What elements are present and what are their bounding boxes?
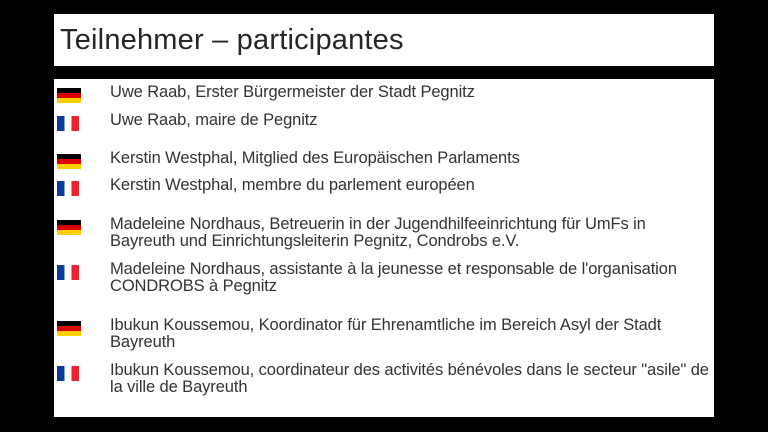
fr-flag-icon xyxy=(57,265,79,280)
participant-text: Madeleine Nordhaus, Betreuerin in der Jugendhilfeeinrichtung für UmFs in Bayreuth und Einrichtungsleiterin Pegnitz, Condrobs e.V. xyxy=(110,215,646,250)
participant-entry xyxy=(54,150,714,172)
title-box xyxy=(54,14,714,66)
participant-text: Kerstin Westphal, Mitglied des Europäischen Parlaments xyxy=(110,149,520,167)
fr-flag-icon xyxy=(57,181,79,196)
participant-text: Madeleine Nordhaus, assistante à la jeunesse et responsable de l'organisation CONDROBS à Pegnitz xyxy=(110,260,677,295)
participant-text: Uwe Raab, Erster Bürgermeister der Stadt Pegnitz xyxy=(110,83,475,101)
participant-entry xyxy=(54,260,714,295)
de-flag-icon xyxy=(57,88,81,103)
de-flag-icon xyxy=(57,154,81,169)
fr-flag-icon xyxy=(57,366,79,381)
participant-entry xyxy=(54,316,714,351)
participant-text: Uwe Raab, maire de Pegnitz xyxy=(110,111,318,129)
participant-entry xyxy=(54,84,714,106)
participant-text: Ibukun Koussemou, coordinateur des activités bénévoles dans le secteur "asile" de la ville de Bayreuth xyxy=(110,361,709,396)
de-flag-icon xyxy=(57,220,81,235)
participants-panel xyxy=(54,79,714,417)
participant-entry xyxy=(54,361,714,396)
participant-entry xyxy=(54,215,714,250)
participant-text: Ibukun Koussemou, Koordinator für Ehrenamtliche im Bereich Asyl der Stadt Bayreuth xyxy=(110,316,662,351)
participant-text: Kerstin Westphal, membre du parlement européen xyxy=(110,176,475,194)
participant-entry xyxy=(54,112,714,134)
de-flag-icon xyxy=(57,321,81,336)
participant-entry xyxy=(54,177,714,199)
slide-title: Teilnehmer – participantes xyxy=(60,23,404,56)
fr-flag-icon xyxy=(57,116,79,131)
